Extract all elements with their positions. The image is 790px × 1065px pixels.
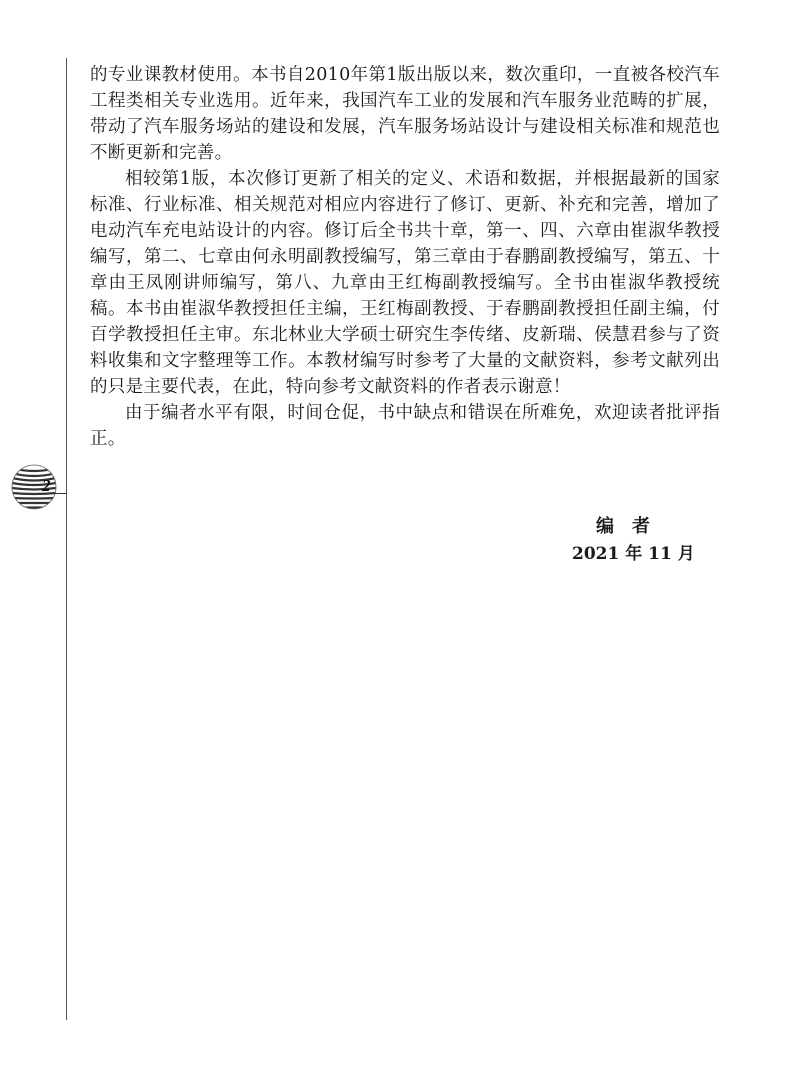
page-marker-icon xyxy=(10,462,70,512)
paragraph-2: 相较第1版，本次修订更新了相关的定义、术语和数据，并根据最新的国家标准、行业标准、相关规范对相应内容进行了修订、更新、补充和完善，增加了电动汽车充电站设计的内容。修订后全书共十章，第一、四、六章由崔淑华教授编写，第二、七章由何永明副教授编写，第三章由于春鹏副教授编写，第五、十章由王凤刚讲师编写，第八、九章由王红梅副教授编写。全书由崔淑华教授统稿。本书由崔淑华教授担任主编，王红梅副教授、于春鹏副教授担任副主编，付百学教授担任主审。东北林业大学硕士研究生李传绪、皮新瑞、侯慧君参与了资料收集和文字整理等工作。本教材编写时参考了大量的文献资料，参考文献列出的只是主要代表，在此，特向参考文献资料的作者表示谢意！ xyxy=(90,169,720,397)
signature-date: 2021 年 11 月 xyxy=(572,544,695,564)
paragraph-3: 由于编者水平有限，时间仓促，书中缺点和错误在所难免，欢迎读者批评指正。 xyxy=(90,403,720,449)
signature-author: 编 者 xyxy=(596,516,650,537)
margin-rule xyxy=(66,58,67,1020)
paragraph-1: 的专业课教材使用。本书自2010年第1版出版以来，数次重印，一直被各校汽车工程类相关专业选用。近年来，我国汽车工业的发展和汽车服务业范畴的扩展，带动了汽车服务场站的建设和发展，汽车服务场站设计与建设相关标准和规范也不断更新和完善。 xyxy=(90,65,720,163)
page-number-rule xyxy=(36,493,66,494)
body-text xyxy=(90,62,720,452)
page-number: 2 xyxy=(42,476,51,495)
